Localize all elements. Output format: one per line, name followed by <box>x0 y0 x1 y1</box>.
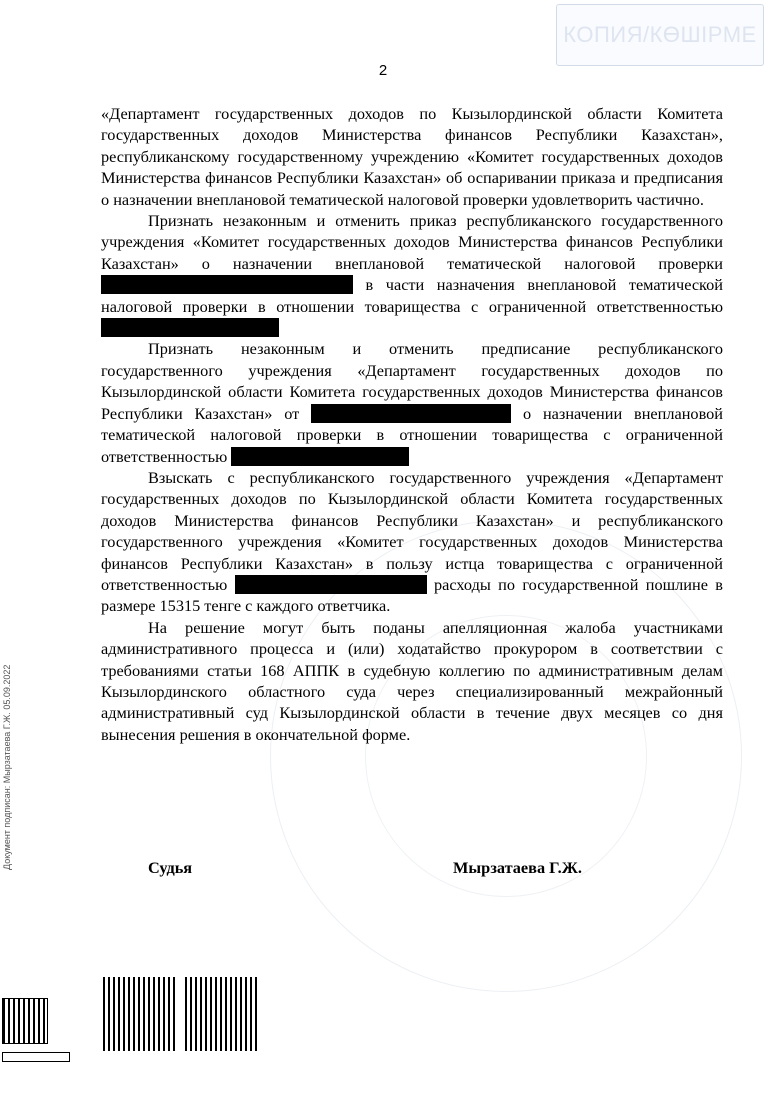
signature-name: Мырзатаева Г.Ж. <box>453 858 582 877</box>
redaction <box>101 275 353 294</box>
qr-code <box>185 977 259 1051</box>
redaction <box>231 447 409 466</box>
paragraph-1: «Департамент государственных доходов по Кызылординской области Комитета государственных доходов Министерства финансов Республики Казахстан», республиканскому государственному учреждению «Комитет государственных доходов Министерства финансов Республики Казахстан» об оспаривании приказа и предписания о назначении внеплановой тематической налоговой проверки удовлетворить частично. <box>101 104 723 209</box>
paragraph-2: Признать незаконным и отменить приказ республиканского государственного учреждения «Комитет государственных доходов Министерства финансов Республики Казахстан» о назначении внеплановой тематической налоговой проверки в части назначения внеплановой тематической налоговой проверки в отношении товарищества с ограниченной ответственностью <box>101 210 723 338</box>
paragraph-5: На решение могут быть поданы апелляционная жалоба участниками административного процесса и (или) ходатайство прокурором в соответствии с требованиями статьи 168 АППК в судебную коллегию по административным делам Кызылординского областного суда через специализированный межрайонный административный суд Кызылординской области в течение двух месяцев со дня вынесения решения в окончательной форме. <box>101 617 723 744</box>
copy-stamp <box>556 4 764 66</box>
qr-code <box>103 977 177 1051</box>
redaction <box>311 404 511 423</box>
qr-code-small <box>2 998 48 1044</box>
document-body <box>101 103 723 745</box>
page-number: 2 <box>378 62 388 79</box>
qr-code-label <box>2 1052 70 1062</box>
paragraph-4: Взыскать с республиканского государственного учреждения «Департамент государственных доходов по Кызылординской области Комитета государственных доходов Министерства финансов Республики Казахстан» и республиканского государственного учреждения «Комитет государственных доходов Министерства финансов Республики Казахстан» в пользу истца товарищества с ограниченной ответственностью расходы по государственной пошлине в размере 15315 тенге с каждого ответчика. <box>101 467 723 616</box>
copy-stamp-text: КОПИЯ/КӨШІРМЕ <box>563 22 757 47</box>
digital-signature-note: Документ подписан: Мырзатаева Г.Ж. 05.09.2022 <box>2 664 12 870</box>
redaction <box>235 575 427 594</box>
signature-role: Судья <box>148 858 193 877</box>
redaction <box>101 318 279 337</box>
paragraph-3: Признать незаконным и отменить предписание республиканского государственного учреждения «Департамент государственных доходов по Кызылординской области Комитета государственных доходов Министерства финансов Республики Казахстан» от о назначении внеплановой тематической налоговой проверки в отношении товарищества с ограниченной ответственностью <box>101 339 723 466</box>
